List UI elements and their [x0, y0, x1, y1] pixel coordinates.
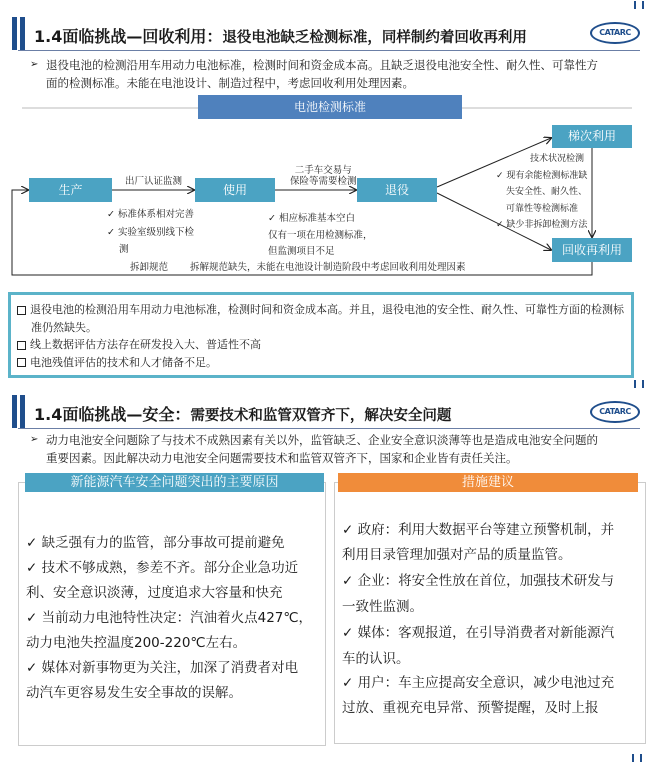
cause-line: ✓ 技术不够成熟，参差不齐。部分企业急功近: [26, 560, 299, 576]
slide-marker: [632, 754, 642, 762]
square-bullet-icon: [17, 306, 26, 315]
title-divider: [18, 428, 640, 429]
node-cascade-use: 梯次利用: [552, 125, 632, 148]
summary-item: [17, 354, 631, 372]
note: 技术状况检测: [530, 154, 585, 164]
measures-header: 措施建议: [338, 473, 638, 492]
note: 但监测项目不足: [268, 246, 335, 257]
node-use: 使用: [195, 178, 275, 202]
title-sub: 需要技术和监管双管齐下，解决安全问题: [190, 408, 452, 424]
measure-line: ✓ 媒体：客观报道，在引导消费者对新能源汽: [342, 625, 615, 641]
node-recycle: 回收再利用: [552, 238, 632, 262]
measure-line: ✓ 政府：利用大数据平台等建立预警机制，并: [342, 522, 615, 538]
title-main: 1.4面临挑战—回收利用：: [34, 27, 223, 46]
cause-line: ✓ 媒体对新事物更为关注，加深了消费者对电: [26, 660, 299, 676]
intro-line: 退役电池的检测沿用车用动力电池标准，检测时间和资金成本高。且缺乏退役电池安全性、耐久性、可靠性方: [46, 58, 598, 72]
bullet-arrow-icon: ➢: [30, 434, 39, 445]
production-notes: [107, 206, 194, 259]
note: ✓ 缺少非拆卸检测方法: [496, 220, 588, 230]
note: ✓ 标准体系相对完善: [107, 209, 194, 220]
title-main: 1.4面临挑战—安全：: [34, 405, 191, 424]
note: 仅有一项在用检测标准，: [268, 229, 373, 241]
note: 可靠性等检测标准: [506, 203, 579, 214]
measure-line: 一致性监测。: [342, 599, 423, 615]
slide-marker: [634, 380, 644, 388]
slide1-intro: [46, 56, 646, 92]
summary-text: 电池残值评估的技术和人才储备不足。: [30, 355, 217, 369]
catarc-logo: CATARC: [590, 22, 640, 44]
note: ✓ 实验室级别线下检: [107, 226, 194, 238]
catarc-logo: CATARC: [590, 401, 640, 423]
use-notes: [268, 211, 373, 261]
note: ✓ 现有余能检测标准缺: [496, 170, 588, 181]
cause-line: ✓ 当前动力电池特性决定：汽油着火点427℃，: [26, 610, 313, 626]
square-bullet-icon: [17, 341, 26, 350]
edge-label: [290, 165, 357, 187]
edge-label: 出厂认证监测: [125, 176, 183, 187]
cause-line: 动力电池失控温度200-220℃左右。: [26, 635, 247, 651]
slide1-title: [34, 24, 527, 47]
measure-line: 过放、重视充电异常、预警提醒，及时上报: [342, 700, 599, 716]
causes-header: 新能源汽车安全问题突出的主要原因: [25, 473, 324, 492]
square-bullet-icon: [17, 358, 26, 367]
title-divider: [18, 50, 640, 51]
title-sub: 退役电池缺乏检测标准，同样制约着回收再利用: [222, 30, 527, 46]
measure-line: ✓ 用户：车主应提高安全意识，减少电池过充: [342, 675, 615, 691]
node-retire: 退役: [357, 178, 437, 202]
bullet-arrow-icon: ➢: [30, 59, 39, 70]
cause-line: ✓ 缺乏强有力的监管，部分事故可提前避免: [26, 535, 285, 551]
measure-line: 利用目录管理加强对产品的质量监管。: [342, 547, 572, 563]
slide2-intro: [46, 431, 646, 467]
summary-item: [17, 336, 631, 354]
summary-text: 线上数据评估方法存在研发投入大、普适性不高: [30, 338, 261, 351]
retire-notes: [496, 151, 587, 234]
measure-line: ✓ 企业：将安全性放在首位，加强技术研发与: [342, 573, 615, 589]
node-production: 生产: [29, 178, 112, 202]
summary-text: 退役电池的检测沿用车用动力电池标准，检测时间和资金成本高。并且，退役电池的安全性、耐久性、可靠性方面的检测标准仍然缺失。: [30, 303, 624, 334]
slide-marker: [634, 1, 644, 9]
slide2-title: [34, 402, 451, 425]
battery-standard-header: 电池检测标准: [198, 95, 462, 119]
summary-item: [17, 301, 625, 336]
intro-line: 面的检测标准。未能在电池设计、制造过程中，考虑回收利用处理因素。: [46, 76, 414, 90]
loop-note: 拆解规范缺失，未能在电池设计制造阶段中考虑回收利用处理因素: [190, 262, 466, 273]
note: 失安全性、耐久性、: [506, 187, 588, 197]
cause-line: 动汽车更容易发生安全事故的误解。: [26, 685, 242, 701]
edge-label-line: 二手车交易与: [294, 165, 352, 176]
note: 测: [119, 244, 129, 255]
measure-line: 车的认识。: [342, 651, 410, 667]
loop-label: 拆卸规范: [130, 262, 169, 273]
cause-line: 利、安全意识淡薄，过度追求大容量和快充: [26, 585, 283, 601]
title-bar-accent: [12, 17, 17, 50]
intro-line: 重要因素。因此解决动力电池安全问题需要技术和监管双管齐下，国家和企业皆有责任关注。: [46, 451, 518, 465]
summary-box: [8, 292, 634, 378]
edge-label-line: 保险等需要检测: [290, 176, 357, 187]
note: ✓ 相应标准基本空白: [268, 213, 355, 224]
intro-line: 动力电池安全问题除了与技术不成熟因素有关以外，监管缺乏、企业安全意识淡薄等也是造成电池安全问题的: [46, 433, 598, 447]
title-bar-accent: [12, 395, 17, 428]
